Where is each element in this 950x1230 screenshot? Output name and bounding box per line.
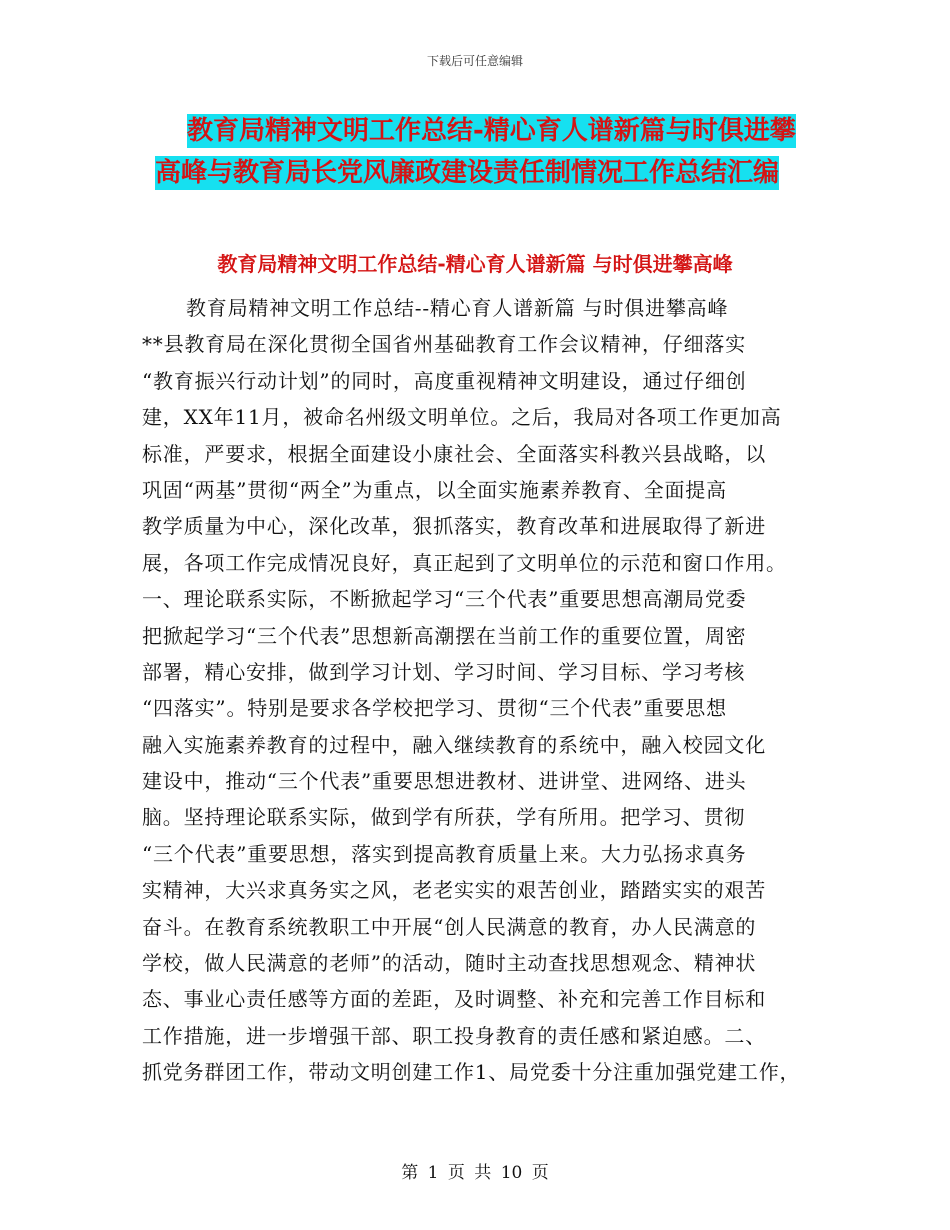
section-heading: 教育局精神文明工作总结-精心育人谱新篇 与时俱进攀高峰 bbox=[217, 252, 733, 276]
body-line: **县教育局在深化贯彻全国省州基础教育工作会议精神，仔细落实 bbox=[142, 332, 746, 357]
body-line: 巩固“两基”贯彻“两全”为重点，以全面实施素养教育、全面提高 bbox=[142, 477, 727, 502]
document-title bbox=[155, 110, 825, 194]
body-line: 脑。坚持理论联系实际，做到学有所获，学有所用。把学习、贯彻 bbox=[142, 805, 746, 830]
title-line-2 bbox=[155, 152, 825, 194]
body-line: 态、事业心责任感等方面的差距，及时调整、补充和完善工作目标和 bbox=[142, 987, 766, 1012]
body-line: 融入实施素养教育的过程中，融入继续教育的系统中，融入校园文化 bbox=[142, 732, 766, 757]
page-number-footer: 第 1 页 共 10 页 bbox=[401, 1163, 549, 1183]
body-line: “四落实”。特别是要求各学校把学习、贯彻“三个代表”重要思想 bbox=[142, 696, 727, 721]
body-line: 实精神，大兴求真务实之风，老老实实的艰苦创业，踏踏实实的艰苦 bbox=[142, 878, 766, 903]
body-line: 部署，精心安排，做到学习计划、学习时间、学习目标、学习考核 bbox=[142, 659, 746, 684]
body-line: “教育振兴行动计划”的同时，高度重视精神文明建设，通过仔细创 bbox=[142, 368, 747, 393]
title-line-1 bbox=[155, 110, 825, 152]
body-line: 抓党务群团工作，带动文明创建工作1、局党委十分注重加强党建工作， bbox=[142, 1060, 801, 1085]
body-line: 一、理论联系实际，不断掀起学习“三个代表”重要思想高潮局党委 bbox=[142, 587, 747, 612]
body-line: 教育局精神文明工作总结--精心育人谱新篇 与时俱进攀高峰 bbox=[186, 296, 729, 320]
header-note: 下载后可任意编辑 bbox=[426, 54, 523, 68]
body-line: 建设中，推动“三个代表”重要思想进教材、进讲堂、进网络、进头 bbox=[142, 769, 747, 794]
body-line: 标准，严要求，根据全面建设小康社会、全面落实科教兴县战略，以 bbox=[142, 441, 766, 466]
body-line: 教学质量为中心，深化改革，狠抓落实，教育改革和进展取得了新进 bbox=[142, 514, 766, 539]
body-line: 展，各项工作完成情况良好，真正起到了文明单位的示范和窗口作用。 bbox=[142, 550, 787, 575]
body-line: 奋斗。在教育系统教职工中开展“创人民满意的教育，办人民满意的 bbox=[142, 914, 757, 939]
body-line: “三个代表”重要思想，落实到提高教育质量上来。大力弘扬求真务 bbox=[142, 841, 747, 866]
body-line: 把掀起学习“三个代表”思想新高潮摆在当前工作的重要位置，周密 bbox=[142, 623, 747, 648]
title-line-1-text: 教育局精神文明工作总结-精心育人谱新篇与时俱进攀 bbox=[187, 116, 796, 146]
body-line: 建，XX年11月，被命名州级文明单位。之后，我局对各项工作更加高 bbox=[142, 405, 782, 430]
body-text bbox=[142, 290, 822, 1091]
body-line: 工作措施，进一步增强干部、职工投身教育的责任感和紧迫感。二、 bbox=[142, 1023, 766, 1048]
title-line-2-text: 高峰与教育局长党风廉政建设责任制情况工作总结汇编 bbox=[155, 158, 780, 188]
body-line: 学校，做人民满意的老师”的活动，随时主动查找思想观念、精神状 bbox=[142, 951, 757, 976]
